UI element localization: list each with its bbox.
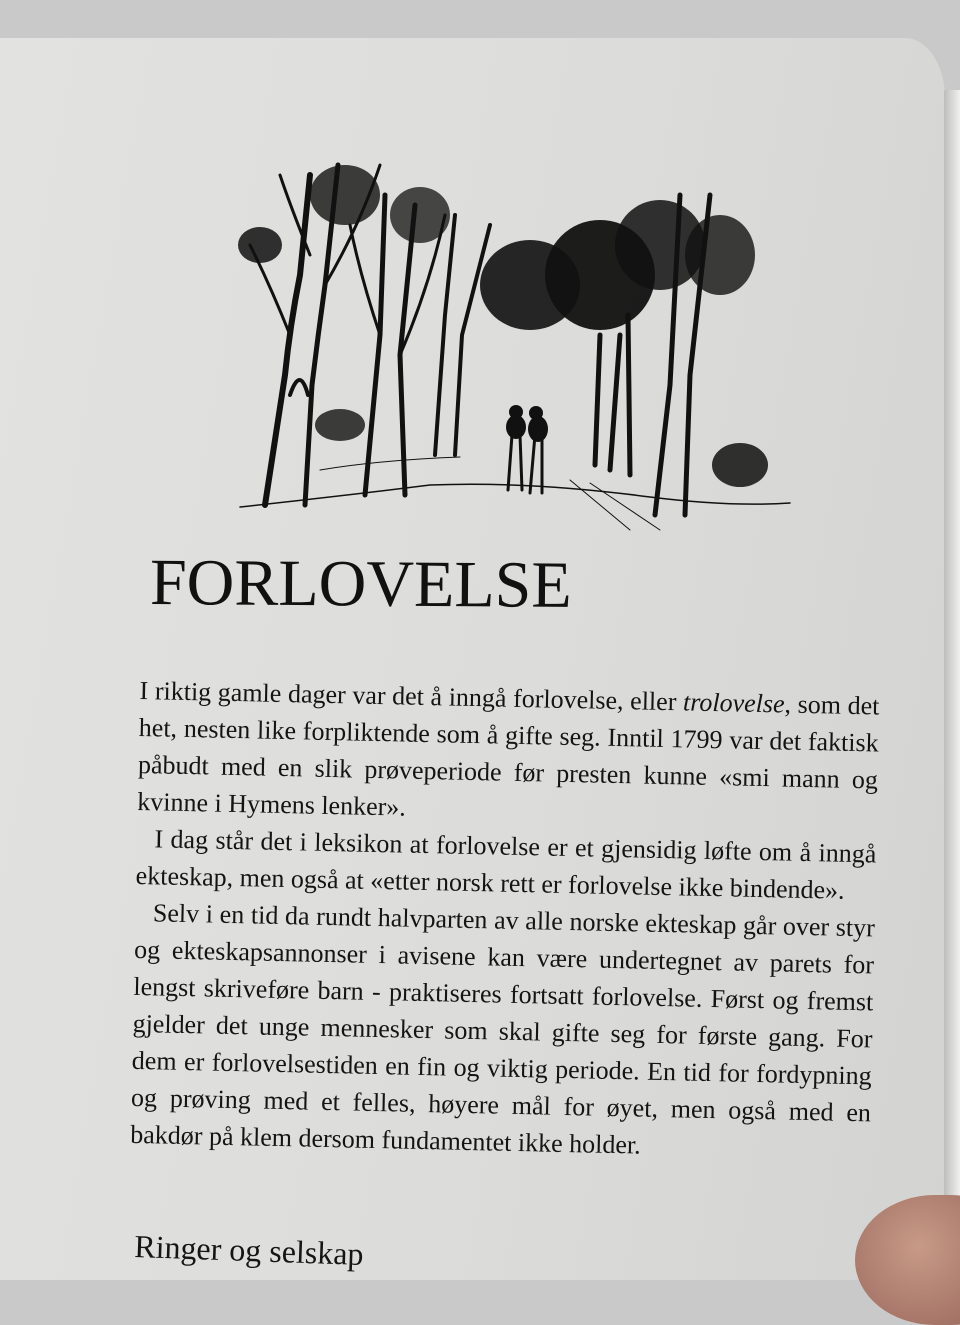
paragraph-1 [137,672,880,835]
paragraph-1-text-start: I riktig gamle dager var det å inngå forlovelse, eller [139,675,684,717]
tree-illustration [230,135,800,545]
page-edge [944,90,960,1280]
paragraph-1-emphasis: trolovelse [682,687,785,719]
paragraph-3: Selv i en tid da rundt halvparten av alle norske ekteskap går over styr og ekteskapsannonser i avisene kan være undertegnet av parets for lengst skriveføre barn - praktiseres fortsatt forlovelse. Først og fremst gjelder det unge mennesker som skal gifte seg for første gang. For dem er forlovelsestiden en fin og viktig periode. En tid for fordypning og prøving med et felles, høyere mål for øyet, men også med en bakdør på klem dersom fundamentet ikke holder. [130,898,876,1160]
chapter-title: FORLOVELSE [149,546,572,622]
section-heading: Ringer og selskap [133,1228,365,1272]
paragraph-2: I dag står det i leksikon at forlovelse er et gjensidig løfte om å inngå ekteskap, men også at «etter norsk rett er forlovelse ikke bindende». [135,824,877,905]
paragraph-1-text-end: , som det het, nesten like forpliktende som å gifte seg. Inntil 1799 var det faktisk påbudt med en slik prøveperiode før presten kunne «smi mann og kvinne i Hymens lenker». [136,689,880,822]
chapter-body [130,672,880,1168]
